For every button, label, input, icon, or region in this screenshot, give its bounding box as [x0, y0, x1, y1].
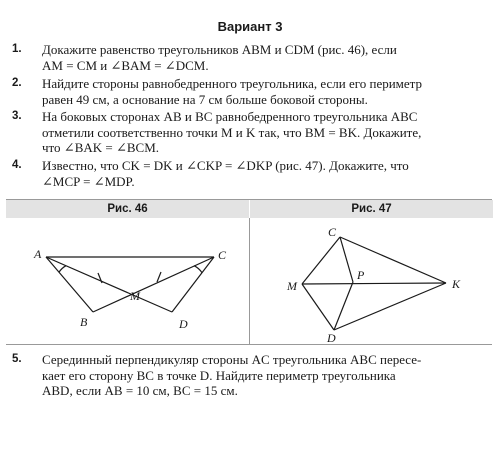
figures-panel: [6, 199, 492, 345]
figure-46-diagram: [6, 218, 249, 344]
tick-mark-am: [98, 273, 102, 283]
task-line: отметили соответственно точки M и K так, что BM = BK. Докажите,: [42, 124, 422, 140]
task-number: 2.: [12, 77, 22, 89]
task-text: [42, 76, 490, 107]
task-line: AM = CM и ∠BAM = ∠DCM.: [42, 57, 209, 73]
point-label-c: C: [218, 248, 227, 262]
angle-mark-a: [59, 266, 66, 273]
segment-mc: [302, 237, 340, 284]
figure-47-diagram: [250, 218, 492, 344]
task-number: 1.: [12, 43, 22, 55]
angle-mark-c: [194, 266, 202, 273]
task-text: [42, 352, 490, 399]
figure-46-caption: Рис. 46: [6, 200, 249, 218]
segment-md: [302, 284, 334, 330]
page-title: Вариант 3: [217, 19, 283, 34]
segment-ck: [340, 237, 446, 283]
segment-ab: [46, 257, 93, 312]
task-line: Докажите равенство треугольников ABM и CDM (рис. 46), если: [42, 42, 397, 57]
task-text: [42, 158, 490, 189]
task-line: кает его сторону BC в точке D. Найдите периметр треугольника: [42, 367, 396, 383]
point-label-k: K: [452, 277, 461, 291]
point-label-d: D: [327, 331, 336, 344]
segment-dk: [334, 283, 446, 330]
segment-cp: [340, 237, 353, 282]
figure-47-caption: Рис. 47: [249, 200, 493, 218]
task-line: На боковых сторонах AB и BC равнобедренного треугольника ABC: [42, 109, 418, 124]
task-number: 5.: [12, 353, 22, 365]
task-line: равен 49 см, а основание на 7 см больше боковой стороны.: [42, 91, 368, 107]
segment-mk: [302, 283, 446, 284]
point-label-a: A: [34, 247, 42, 261]
point-label-p: P: [357, 268, 365, 282]
task-line: Серединный перпендикуляр стороны AC треугольника ABC пересе-: [42, 352, 422, 367]
task-line: что ∠BAK = ∠BCM.: [42, 140, 160, 155]
task-text: [42, 109, 490, 156]
task-line: ∠MCP = ∠MDP.: [42, 173, 135, 189]
segment-cd: [172, 257, 214, 312]
point-label-m: M: [287, 279, 297, 293]
point-label-c: C: [328, 225, 337, 239]
task-line: Известно, что CK = DK и ∠CKP = ∠DKP (рис. 47). Докажите, что: [42, 158, 409, 173]
tick-mark-cm: [157, 272, 161, 282]
task-number: 3.: [12, 110, 22, 122]
task-text: [42, 42, 490, 73]
task-number: 4.: [12, 159, 22, 171]
point-label-b: B: [80, 315, 88, 329]
point-label-m: M: [130, 289, 140, 303]
point-label-d: D: [179, 317, 188, 331]
task-line: Найдите стороны равнобедренного треугольника, если его периметр: [42, 76, 423, 91]
task-line: ABD, если AB = 10 см, BC = 15 см.: [42, 383, 238, 398]
